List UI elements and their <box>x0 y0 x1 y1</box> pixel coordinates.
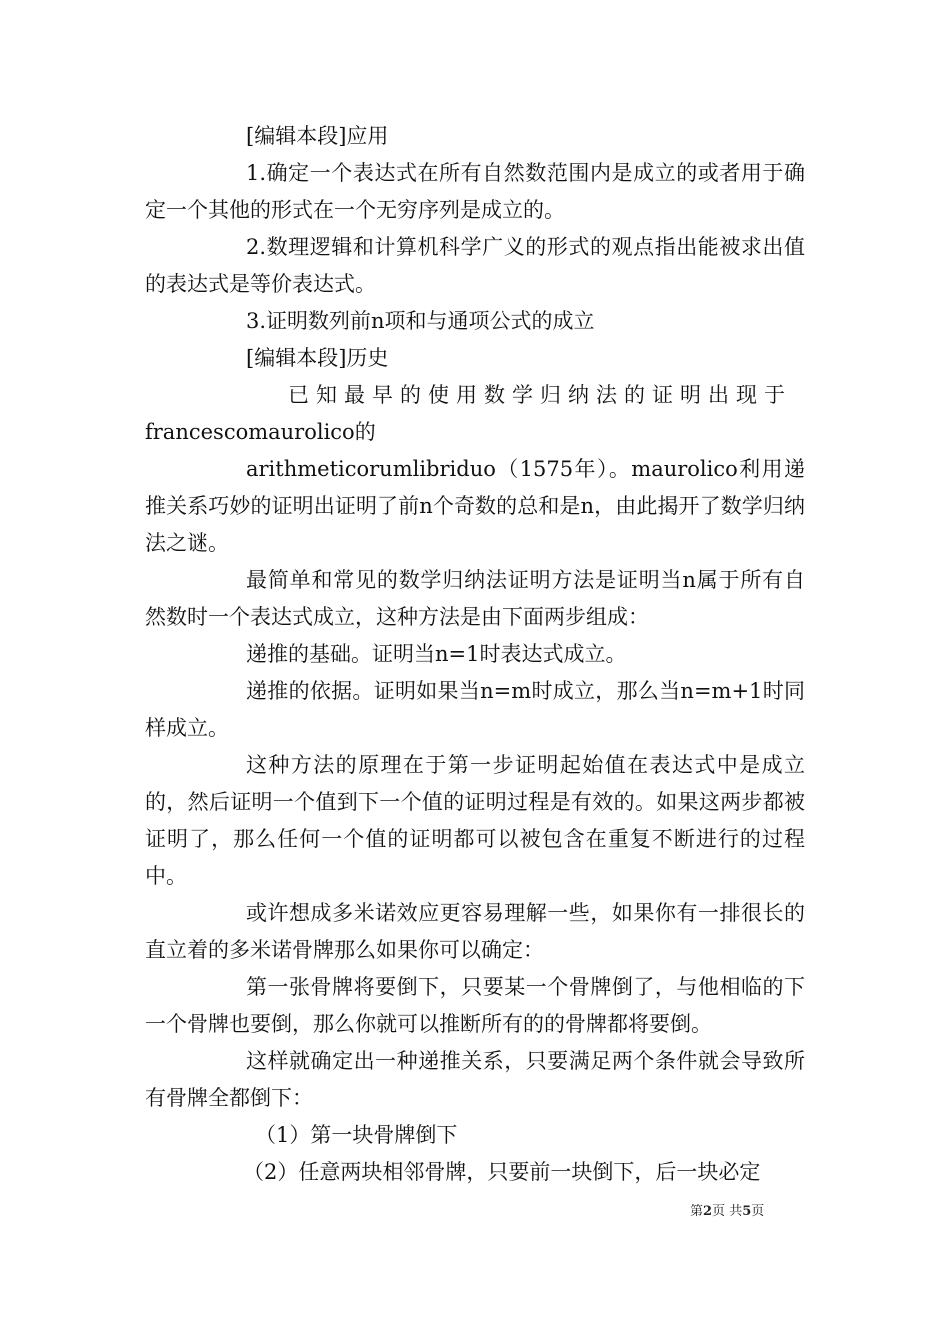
footer-middle: 页 共 <box>712 1204 743 1219</box>
paragraph: 已知最早的使用数学归纳法的证明出现于 <box>288 383 792 407</box>
paragraph: 第一张骨牌将要倒下，只要某一个骨牌倒了，与他相临的下一个骨牌也要倒，那么你就可以推断所有的的骨牌都将要倒。 <box>145 975 805 1036</box>
paragraph: 最简单和常见的数学归纳法证明方法是证明当n属于所有自然数时一个表达式成立，这种方法是由下面两步组成： <box>145 568 805 629</box>
paragraph: 1.确定一个表达式在所有自然数范围内是成立的或者用于确定一个其他的形式在一个无穷序列是成立的。 <box>145 161 805 222</box>
paragraph: francescomaurolico的 <box>145 420 376 444</box>
paragraph: 3.证明数列前n项和与通项公式的成立 <box>246 309 595 333</box>
footer-page-number: 2 <box>703 1204 713 1219</box>
page-footer <box>690 1200 830 1219</box>
list-item: （2）任意两块相邻骨牌，只要前一块倒下，后一块必定 <box>243 1160 761 1184</box>
list-item: （1）第一块骨牌倒下 <box>255 1123 458 1147</box>
footer-total-pages: 5 <box>742 1204 752 1219</box>
paragraph: 或许想成多米诺效应更容易理解一些，如果你有一排很长的直立着的多米诺骨牌那么如果你可以确定： <box>145 901 805 962</box>
paragraph: 这样就确定出一种递推关系，只要满足两个条件就会导致所有骨牌全都倒下： <box>145 1049 805 1110</box>
paragraph: 递推的基础。证明当n=1时表达式成立。 <box>246 642 627 666</box>
footer-prefix: 第 <box>690 1204 704 1219</box>
footer-suffix: 页 <box>751 1204 765 1219</box>
section-heading-history: [编辑本段]历史 <box>246 346 389 370</box>
paragraph: 2.数理逻辑和计算机科学广义的形式的观点指出能被求出值的表达式是等价表达式。 <box>145 235 805 296</box>
paragraph: 递推的依据。证明如果当n=m时成立，那么当n=m+1时同样成立。 <box>145 679 805 740</box>
paragraph: arithmeticorumlibriduo（1575年）。maurolico利用递推关系巧妙的证明出证明了前n个奇数的总和是n，由此揭开了数学归纳法之谜。 <box>145 457 805 555</box>
paragraph: 这种方法的原理在于第一步证明起始值在表达式中是成立的，然后证明一个值到下一个值的证明过程是有效的。如果这两步都被证明了，那么任何一个值的证明都可以被包含在重复不断进行的过程中。 <box>145 753 805 888</box>
section-heading-application: [编辑本段]应用 <box>246 124 389 148</box>
